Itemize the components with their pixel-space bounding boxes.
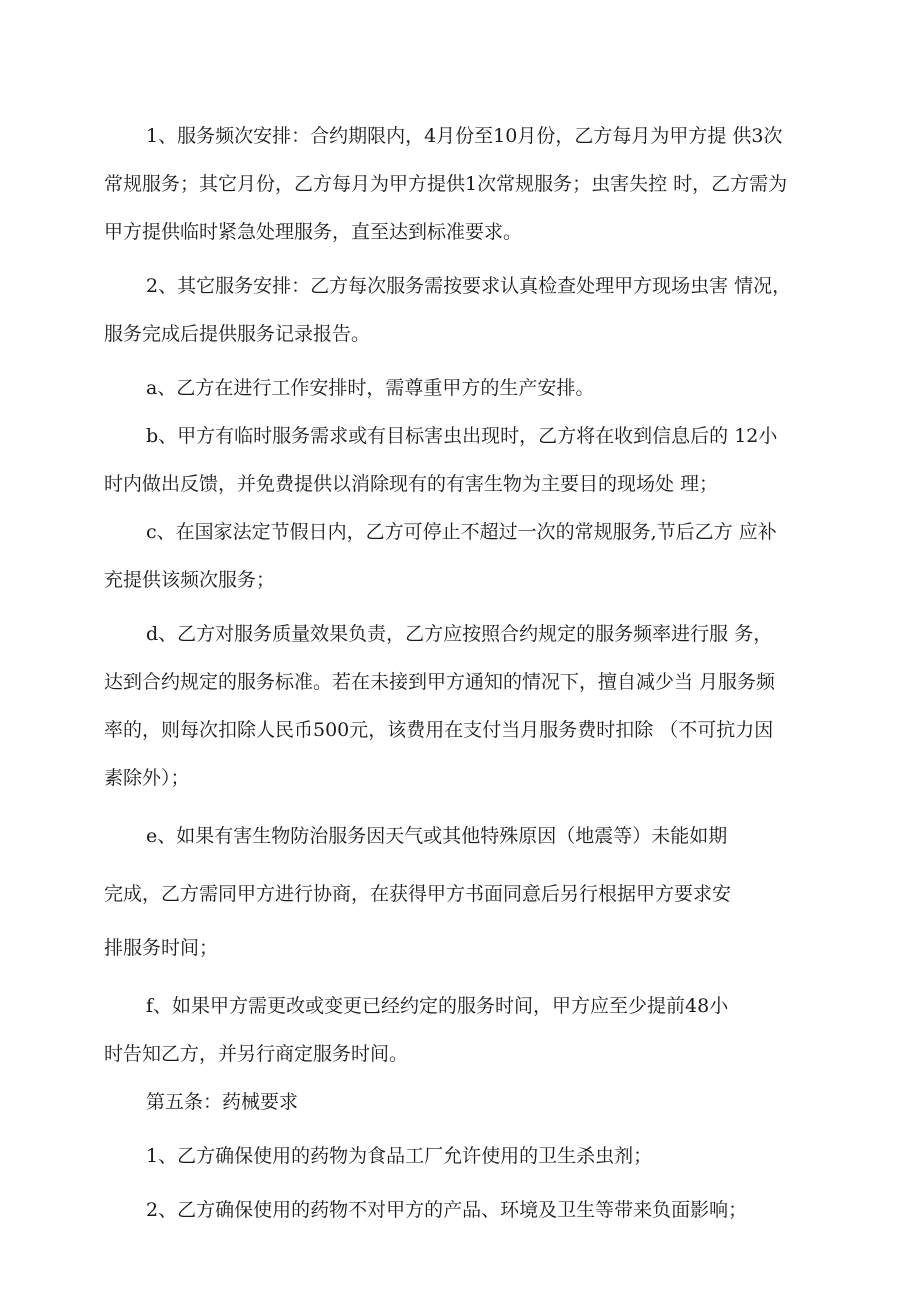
paragraph-line: d、乙方对服务质量效果负责，乙方应按照合约规定的服务频率进行服 务， [146,623,773,645]
paragraph-line: 时内做出反馈，并免费提供以消除现有的有害生物为主要目的现场处 理； [104,473,719,495]
paragraph-line: 服务完成后提供服务记录报告。 [104,323,371,345]
paragraph-line: 排服务时间； [104,937,219,959]
paragraph-line: a、乙方在进行工作安排时，需尊重甲方的生产安排。 [146,377,595,399]
section-heading: 第五条：药械要求 [146,1091,299,1113]
paragraph-line: 2、乙方确保使用的药物不对甲方的产品、环境及卫生等带来负面影响； [146,1199,748,1221]
paragraph-line: f、如果甲方需更改或变更已经约定的服务时间，甲方应至少提前48小 [146,995,729,1017]
paragraph-line: 充提供该频次服务； [104,569,276,591]
paragraph-line: b、甲方有临时服务需求或有目标害虫出现时，乙方将在收到信息后的 12小 [146,425,778,447]
paragraph-line: 甲方提供临时紧急处理服务，直至达到标准要求。 [104,221,523,243]
paragraph-line: 2、其它服务安排：乙方每次服务需按要求认真检查处理甲方现场虫害 情况， [146,275,792,297]
document-body [104,112,830,1234]
paragraph-line: 素除外）； [104,767,190,789]
paragraph-line: 常规服务；其它月份，乙方每月为甲方提供1次常规服务；虫害失控 时，乙方需为 [104,173,788,195]
paragraph-line: c、在国家法定节假日内，乙方可停止不超过一次的常规服务,节后乙方 应补 [146,521,777,543]
paragraph-line: 完成，乙方需同甲方进行协商，在获得甲方书面同意后另行根据甲方要求安 [104,883,732,905]
paragraph-line: 达到合约规定的服务标准。若在未接到甲方通知的情况下，擅自减少当 月服务频 [104,671,776,693]
paragraph-line: 1、乙方确保使用的药物为食品工厂允许使用的卫生杀虫剂； [146,1145,653,1167]
paragraph-line: e、如果有害生物防治服务因天气或其他特殊原因（地震等）未能如期 [146,825,728,847]
paragraph-line: 时告知乙方，并另行商定服务时间。 [104,1043,409,1065]
paragraph-line: 1、服务频次安排：合约期限内，4月份至10月份，乙方每月为甲方提 供3次 [146,125,783,147]
paragraph-line: 率的，则每次扣除人民币500元，该费用在支付当月服务费时扣除 （不可抗力因 [104,719,774,741]
